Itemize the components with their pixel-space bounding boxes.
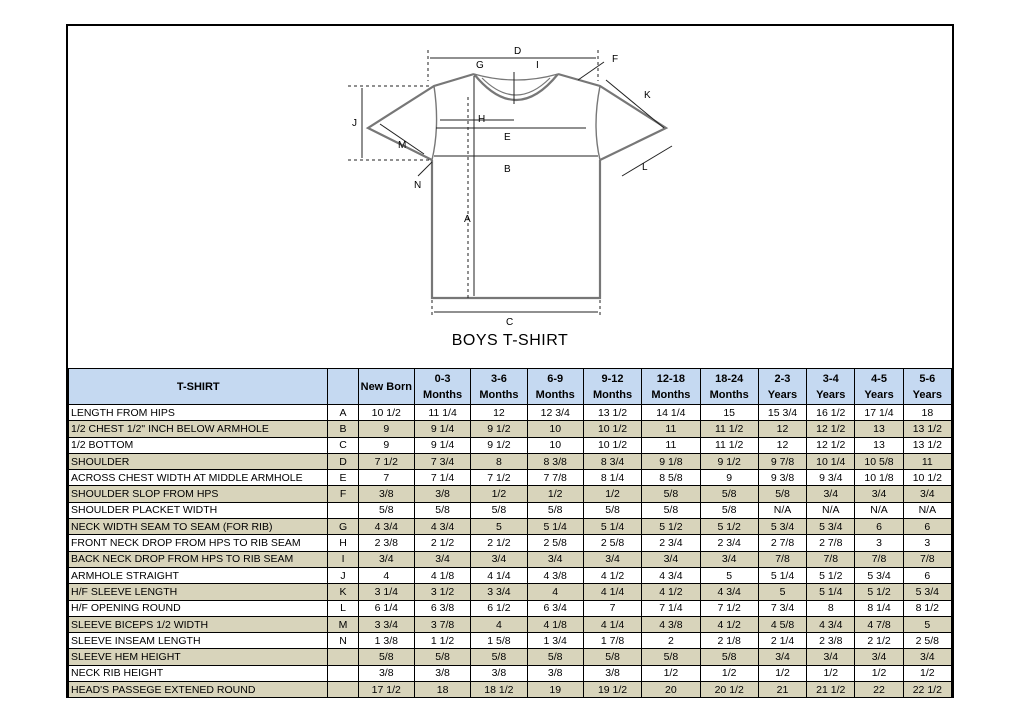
table-row bbox=[69, 600, 952, 616]
row-value: 3/8 bbox=[527, 665, 583, 681]
row-value: 5/8 bbox=[758, 486, 806, 502]
row-value: 7 1/2 bbox=[700, 600, 758, 616]
row-value: 12 bbox=[758, 421, 806, 437]
row-value: 7/8 bbox=[903, 551, 951, 567]
row-value: 5/8 bbox=[527, 649, 583, 665]
row-value: 5/8 bbox=[583, 502, 641, 518]
row-value: 1 1/2 bbox=[414, 633, 470, 649]
label-J: J bbox=[352, 118, 357, 129]
row-value: 20 1/2 bbox=[700, 682, 758, 698]
row-value: 5 1/4 bbox=[758, 567, 806, 583]
row-value: 3/4 bbox=[855, 649, 903, 665]
row-value: 18 bbox=[414, 682, 470, 698]
size-spec-table bbox=[68, 368, 952, 698]
row-value: 7 1/2 bbox=[358, 453, 414, 469]
row-value: 5/8 bbox=[583, 649, 641, 665]
row-value: 19 1/2 bbox=[583, 682, 641, 698]
row-code: H bbox=[328, 535, 358, 551]
row-value: 7 bbox=[583, 600, 641, 616]
row-value: 4 1/2 bbox=[583, 567, 641, 583]
figure-title: BOYS T-SHIRT bbox=[451, 332, 569, 349]
row-value: 10 1/8 bbox=[855, 470, 903, 486]
header-code bbox=[328, 369, 358, 405]
row-value: 6 1/2 bbox=[471, 600, 527, 616]
row-label: NECK WIDTH SEAM TO SEAM (FOR RIB) bbox=[69, 519, 328, 535]
row-value: 4 3/4 bbox=[700, 584, 758, 600]
row-value: 1/2 bbox=[642, 665, 700, 681]
table-row bbox=[69, 405, 952, 421]
row-value: 3/4 bbox=[807, 649, 855, 665]
row-value: 10 bbox=[527, 421, 583, 437]
row-value: 3/4 bbox=[758, 649, 806, 665]
row-value: 3/8 bbox=[471, 665, 527, 681]
row-value: 21 bbox=[758, 682, 806, 698]
label-L: L bbox=[642, 162, 648, 173]
row-value: 21 1/2 bbox=[807, 682, 855, 698]
row-value: 3/4 bbox=[642, 551, 700, 567]
row-value: 9 1/2 bbox=[471, 437, 527, 453]
row-value: N/A bbox=[855, 502, 903, 518]
label-H: H bbox=[478, 114, 486, 125]
row-value: 9 bbox=[358, 421, 414, 437]
label-C: C bbox=[506, 317, 514, 328]
row-value: 5 1/2 bbox=[807, 567, 855, 583]
row-value: 20 bbox=[642, 682, 700, 698]
row-value: 1/2 bbox=[471, 486, 527, 502]
row-value: 2 7/8 bbox=[758, 535, 806, 551]
header-size: 3-4 Years bbox=[807, 369, 855, 405]
row-value: 12 1/2 bbox=[807, 421, 855, 437]
header-size: 12-18 Months bbox=[642, 369, 700, 405]
row-value: 7/8 bbox=[807, 551, 855, 567]
row-value: 9 1/4 bbox=[414, 421, 470, 437]
row-value: 3/4 bbox=[358, 551, 414, 567]
row-label: SHOULDER bbox=[69, 453, 328, 469]
row-value: 7 7/8 bbox=[527, 470, 583, 486]
row-value: 7 1/2 bbox=[471, 470, 527, 486]
header-size: 5-6 Years bbox=[903, 369, 951, 405]
row-value: 5 1/2 bbox=[700, 519, 758, 535]
row-value: 5/8 bbox=[471, 502, 527, 518]
row-value: 7 bbox=[358, 470, 414, 486]
row-value: 15 bbox=[700, 405, 758, 421]
row-label: FRONT NECK DROP FROM HPS TO RIB SEAM bbox=[69, 535, 328, 551]
tshirt-diagram bbox=[68, 26, 952, 368]
row-value: 4 bbox=[358, 567, 414, 583]
table-row bbox=[69, 453, 952, 469]
header-size: 9-12 Months bbox=[583, 369, 641, 405]
row-value: 2 5/8 bbox=[583, 535, 641, 551]
row-value: 3/4 bbox=[414, 551, 470, 567]
row-value: 9 3/8 bbox=[758, 470, 806, 486]
row-value: 6 3/8 bbox=[414, 600, 470, 616]
row-value: 5/8 bbox=[642, 486, 700, 502]
row-value: 5 bbox=[700, 567, 758, 583]
row-value: 22 bbox=[855, 682, 903, 698]
label-A: A bbox=[464, 214, 471, 225]
row-value: 3/4 bbox=[583, 551, 641, 567]
row-label: 1/2 BOTTOM bbox=[69, 437, 328, 453]
row-value: N/A bbox=[903, 502, 951, 518]
row-value: 1 3/8 bbox=[358, 633, 414, 649]
row-value: 5 1/2 bbox=[642, 519, 700, 535]
row-label: HEAD'S PASSEGE EXTENED ROUND bbox=[69, 682, 328, 698]
row-value: 10 1/2 bbox=[358, 405, 414, 421]
label-E: E bbox=[504, 132, 511, 143]
row-value: 4 1/8 bbox=[414, 567, 470, 583]
row-code: G bbox=[328, 519, 358, 535]
row-value: 5 3/4 bbox=[758, 519, 806, 535]
row-value: 3/4 bbox=[471, 551, 527, 567]
row-value: 3/4 bbox=[903, 649, 951, 665]
row-code: E bbox=[328, 470, 358, 486]
row-value: 13 1/2 bbox=[583, 405, 641, 421]
row-label: H/F OPENING ROUND bbox=[69, 600, 328, 616]
row-value: 12 bbox=[758, 437, 806, 453]
row-label: ARMHOLE STRAIGHT bbox=[69, 567, 328, 583]
label-D: D bbox=[514, 46, 522, 57]
row-value: 5/8 bbox=[358, 502, 414, 518]
row-value: 4 1/2 bbox=[700, 616, 758, 632]
row-value: 11 bbox=[642, 421, 700, 437]
table-row bbox=[69, 535, 952, 551]
row-label: BACK NECK DROP FROM HPS TO RIB SEAM bbox=[69, 551, 328, 567]
label-F: F bbox=[612, 54, 619, 65]
row-value: 9 1/2 bbox=[700, 453, 758, 469]
table-row bbox=[69, 437, 952, 453]
row-value: 4 5/8 bbox=[758, 616, 806, 632]
row-value: 2 5/8 bbox=[527, 535, 583, 551]
row-code bbox=[328, 682, 358, 698]
row-value: 5 1/4 bbox=[583, 519, 641, 535]
row-label: LENGTH FROM HIPS bbox=[69, 405, 328, 421]
label-G: G bbox=[476, 60, 484, 71]
row-code bbox=[328, 649, 358, 665]
row-value: 8 1/2 bbox=[903, 600, 951, 616]
table-row bbox=[69, 665, 952, 681]
row-value: 17 1/2 bbox=[358, 682, 414, 698]
row-value: 3 7/8 bbox=[414, 616, 470, 632]
label-M: M bbox=[398, 140, 407, 151]
row-value: 5 3/4 bbox=[903, 584, 951, 600]
row-value: N/A bbox=[807, 502, 855, 518]
row-value: 6 bbox=[903, 519, 951, 535]
header-name: T-SHIRT bbox=[69, 369, 328, 405]
row-code: C bbox=[328, 437, 358, 453]
row-value: 5/8 bbox=[414, 502, 470, 518]
row-value: 9 1/8 bbox=[642, 453, 700, 469]
row-value: 4 3/8 bbox=[642, 616, 700, 632]
row-value: 9 7/8 bbox=[758, 453, 806, 469]
row-value: 5 1/4 bbox=[807, 584, 855, 600]
row-code: I bbox=[328, 551, 358, 567]
spec-sheet bbox=[66, 24, 954, 698]
header-size: 4-5 Years bbox=[855, 369, 903, 405]
row-label: ACROSS CHEST WIDTH AT MIDDLE ARMHOLE bbox=[69, 470, 328, 486]
row-code: J bbox=[328, 567, 358, 583]
table-row bbox=[69, 551, 952, 567]
row-value: 1/2 bbox=[527, 486, 583, 502]
row-label: NECK RIB HEIGHT bbox=[69, 665, 328, 681]
row-value: 5/8 bbox=[358, 649, 414, 665]
row-value: N/A bbox=[758, 502, 806, 518]
label-I: I bbox=[536, 60, 539, 71]
row-code: K bbox=[328, 584, 358, 600]
row-value: 5 3/4 bbox=[855, 567, 903, 583]
row-value: 5 bbox=[903, 616, 951, 632]
row-value: 1 7/8 bbox=[583, 633, 641, 649]
row-value: 2 3/4 bbox=[700, 535, 758, 551]
row-value: 10 5/8 bbox=[855, 453, 903, 469]
header-size: New Born bbox=[358, 369, 414, 405]
row-value: 4 1/2 bbox=[642, 584, 700, 600]
row-value: 5/8 bbox=[527, 502, 583, 518]
row-code bbox=[328, 665, 358, 681]
row-label: SLEEVE HEM HEIGHT bbox=[69, 649, 328, 665]
label-B: B bbox=[504, 164, 511, 175]
row-value: 3/4 bbox=[903, 486, 951, 502]
row-value: 1/2 bbox=[583, 486, 641, 502]
row-value: 18 bbox=[903, 405, 951, 421]
row-value: 2 1/2 bbox=[471, 535, 527, 551]
row-value: 3 1/4 bbox=[358, 584, 414, 600]
row-value: 8 5/8 bbox=[642, 470, 700, 486]
table-row bbox=[69, 616, 952, 632]
row-value: 4 7/8 bbox=[855, 616, 903, 632]
row-value: 11 1/2 bbox=[700, 421, 758, 437]
row-value: 3 3/4 bbox=[471, 584, 527, 600]
row-code: L bbox=[328, 600, 358, 616]
row-value: 7 3/4 bbox=[414, 453, 470, 469]
row-value: 1/2 bbox=[758, 665, 806, 681]
row-code: D bbox=[328, 453, 358, 469]
row-value: 10 bbox=[527, 437, 583, 453]
row-value: 3/4 bbox=[855, 486, 903, 502]
row-code: A bbox=[328, 405, 358, 421]
row-value: 11 bbox=[903, 453, 951, 469]
table-row bbox=[69, 682, 952, 698]
row-value: 3 3/4 bbox=[358, 616, 414, 632]
row-code bbox=[328, 502, 358, 518]
header-size: 3-6 Months bbox=[471, 369, 527, 405]
row-label: SHOULDER PLACKET WIDTH bbox=[69, 502, 328, 518]
row-value: 2 1/4 bbox=[758, 633, 806, 649]
row-value: 2 7/8 bbox=[807, 535, 855, 551]
row-value: 13 1/2 bbox=[903, 437, 951, 453]
row-value: 1/2 bbox=[807, 665, 855, 681]
row-value: 22 1/2 bbox=[903, 682, 951, 698]
row-value: 3/8 bbox=[358, 486, 414, 502]
row-value: 1/2 bbox=[903, 665, 951, 681]
row-value: 16 1/2 bbox=[807, 405, 855, 421]
row-value: 2 3/8 bbox=[358, 535, 414, 551]
row-value: 5/8 bbox=[700, 649, 758, 665]
row-value: 3/8 bbox=[414, 486, 470, 502]
row-value: 7 1/4 bbox=[642, 600, 700, 616]
row-value: 5/8 bbox=[414, 649, 470, 665]
row-value: 3/8 bbox=[414, 665, 470, 681]
row-value: 8 3/8 bbox=[527, 453, 583, 469]
row-value: 5 bbox=[758, 584, 806, 600]
row-value: 5/8 bbox=[700, 486, 758, 502]
row-code: N bbox=[328, 633, 358, 649]
row-value: 13 bbox=[855, 437, 903, 453]
row-value: 4 1/8 bbox=[527, 616, 583, 632]
row-value: 18 1/2 bbox=[471, 682, 527, 698]
row-value: 4 3/4 bbox=[358, 519, 414, 535]
row-value: 2 5/8 bbox=[903, 633, 951, 649]
row-value: 4 1/4 bbox=[583, 616, 641, 632]
table-row bbox=[69, 633, 952, 649]
row-value: 5/8 bbox=[642, 649, 700, 665]
row-value: 7/8 bbox=[758, 551, 806, 567]
row-label: SLEEVE BICEPS 1/2 WIDTH bbox=[69, 616, 328, 632]
row-value: 3/4 bbox=[807, 486, 855, 502]
row-value: 4 3/4 bbox=[642, 567, 700, 583]
row-value: 9 1/2 bbox=[471, 421, 527, 437]
label-N: N bbox=[414, 180, 422, 191]
table-row bbox=[69, 584, 952, 600]
row-value: 4 3/8 bbox=[527, 567, 583, 583]
row-value: 9 bbox=[358, 437, 414, 453]
row-value: 7 3/4 bbox=[758, 600, 806, 616]
label-K: K bbox=[644, 90, 651, 101]
row-value: 3 1/2 bbox=[414, 584, 470, 600]
row-value: 14 1/4 bbox=[642, 405, 700, 421]
row-value: 11 bbox=[642, 437, 700, 453]
row-value: 12 1/2 bbox=[807, 437, 855, 453]
row-value: 15 3/4 bbox=[758, 405, 806, 421]
row-value: 5 1/2 bbox=[855, 584, 903, 600]
row-value: 2 3/4 bbox=[642, 535, 700, 551]
table-row bbox=[69, 649, 952, 665]
row-value: 5 1/4 bbox=[527, 519, 583, 535]
row-value: 7/8 bbox=[855, 551, 903, 567]
row-value: 9 1/4 bbox=[414, 437, 470, 453]
row-value: 2 3/8 bbox=[807, 633, 855, 649]
row-label: SHOULDER SLOP FROM HPS bbox=[69, 486, 328, 502]
row-value: 13 bbox=[855, 421, 903, 437]
row-value: 2 1/2 bbox=[414, 535, 470, 551]
row-value: 8 bbox=[471, 453, 527, 469]
row-value: 5/8 bbox=[700, 502, 758, 518]
row-value: 1 3/4 bbox=[527, 633, 583, 649]
table-row bbox=[69, 421, 952, 437]
row-value: 8 3/4 bbox=[583, 453, 641, 469]
table-row bbox=[69, 470, 952, 486]
row-value: 2 1/2 bbox=[855, 633, 903, 649]
row-value: 4 bbox=[527, 584, 583, 600]
row-value: 4 3/4 bbox=[414, 519, 470, 535]
row-value: 6 3/4 bbox=[527, 600, 583, 616]
row-value: 17 1/4 bbox=[855, 405, 903, 421]
row-value: 4 bbox=[471, 616, 527, 632]
row-value: 2 bbox=[642, 633, 700, 649]
row-value: 3/8 bbox=[583, 665, 641, 681]
row-value: 11 1/2 bbox=[700, 437, 758, 453]
row-value: 3/8 bbox=[358, 665, 414, 681]
row-value: 8 1/4 bbox=[855, 600, 903, 616]
row-value: 5/8 bbox=[642, 502, 700, 518]
row-value: 6 bbox=[855, 519, 903, 535]
row-value: 9 bbox=[700, 470, 758, 486]
row-value: 12 bbox=[471, 405, 527, 421]
row-value: 4 1/4 bbox=[583, 584, 641, 600]
row-code: M bbox=[328, 616, 358, 632]
row-value: 12 3/4 bbox=[527, 405, 583, 421]
table-row bbox=[69, 502, 952, 518]
row-value: 1/2 bbox=[700, 665, 758, 681]
header-size: 6-9 Months bbox=[527, 369, 583, 405]
row-value: 5 3/4 bbox=[807, 519, 855, 535]
row-value: 11 1/4 bbox=[414, 405, 470, 421]
row-value: 3/4 bbox=[527, 551, 583, 567]
row-value: 10 1/2 bbox=[903, 470, 951, 486]
tshirt-sketch bbox=[68, 26, 952, 368]
row-label: SLEEVE INSEAM LENGTH bbox=[69, 633, 328, 649]
table-header-row bbox=[69, 369, 952, 405]
row-value: 10 1/2 bbox=[583, 421, 641, 437]
row-value: 19 bbox=[527, 682, 583, 698]
row-value: 1 5/8 bbox=[471, 633, 527, 649]
row-value: 3/4 bbox=[700, 551, 758, 567]
table-row bbox=[69, 486, 952, 502]
row-label: H/F SLEEVE LENGTH bbox=[69, 584, 328, 600]
row-value: 6 1/4 bbox=[358, 600, 414, 616]
header-size: 0-3 Months bbox=[414, 369, 470, 405]
header-size: 18-24 Months bbox=[700, 369, 758, 405]
row-value: 2 1/8 bbox=[700, 633, 758, 649]
row-value: 6 bbox=[903, 567, 951, 583]
row-code: F bbox=[328, 486, 358, 502]
row-value: 8 bbox=[807, 600, 855, 616]
row-label: 1/2 CHEST 1/2" INCH BELOW ARMHOLE bbox=[69, 421, 328, 437]
row-code: B bbox=[328, 421, 358, 437]
row-value: 3 bbox=[903, 535, 951, 551]
table-row bbox=[69, 567, 952, 583]
row-value: 9 3/4 bbox=[807, 470, 855, 486]
table-row bbox=[69, 519, 952, 535]
row-value: 8 1/4 bbox=[583, 470, 641, 486]
row-value: 13 1/2 bbox=[903, 421, 951, 437]
header-size: 2-3 Years bbox=[758, 369, 806, 405]
row-value: 1/2 bbox=[855, 665, 903, 681]
row-value: 4 1/4 bbox=[471, 567, 527, 583]
row-value: 4 3/4 bbox=[807, 616, 855, 632]
row-value: 10 1/4 bbox=[807, 453, 855, 469]
row-value: 7 1/4 bbox=[414, 470, 470, 486]
row-value: 5 bbox=[471, 519, 527, 535]
row-value: 10 1/2 bbox=[583, 437, 641, 453]
row-value: 3 bbox=[855, 535, 903, 551]
row-value: 5/8 bbox=[471, 649, 527, 665]
